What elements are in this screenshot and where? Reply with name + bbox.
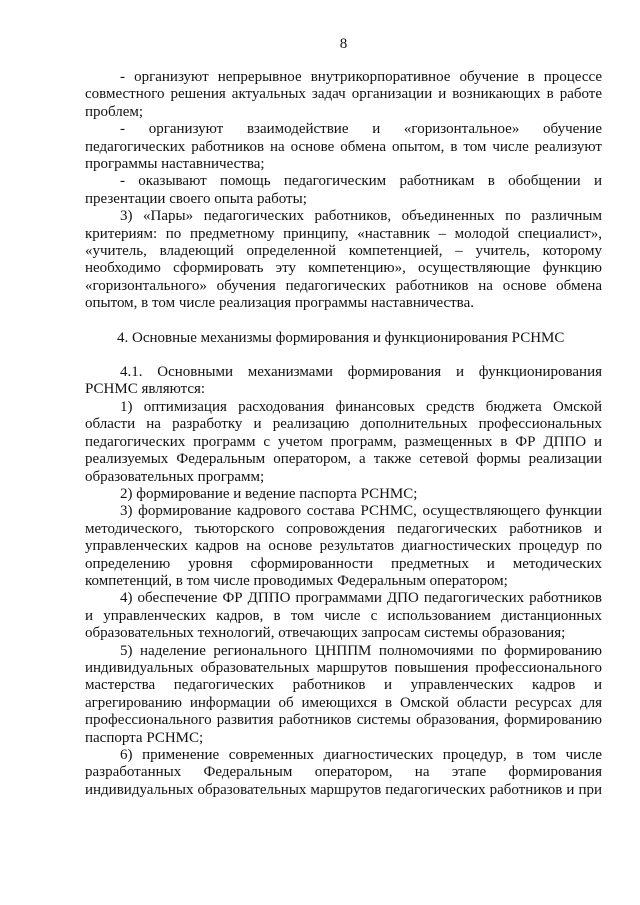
list-item-paragraph: 6) применение современных диагностических процедур, в том числе разработанных Федеральным оператором, на этапе формирования индивидуальных образовательных маршрутов педагогических работников и при <box>85 747 602 798</box>
bullet-paragraph: - организуют непрерывное внутрикорпоративное обучение в процессе совместного решения актуальных задач организации и возникающих в работе проблем; <box>85 69 602 120</box>
page-number: 8 <box>339 36 348 52</box>
list-item-paragraph: 2) формирование и ведение паспорта РСНМС; <box>120 485 418 502</box>
list-item-paragraph: 5) наделение регионального ЦНППМ полномочиями по формированию индивидуальных образовательных маршрутов повышения профессионального мастерства педагогических работников и управленческих кадров и агрегированию информации об имеющихся в Омской области ресурсах для профессионального развития работников системы образования, формированию паспорта РСНМС; <box>85 642 602 746</box>
document-body <box>85 69 602 799</box>
section-heading: 4. Основные механизмы формирования и функционирования РСНМС <box>117 330 565 347</box>
list-item-paragraph: 3) «Пары» педагогических работников, объединенных по различным критериям: по предметному принципу, «наставник – молодой специалист», «учитель, владеющий определенной компетенцией, – учитель, которому необходимо сформировать эту компетенцию», осуществляющие функцию «горизонтального» обучения педагогических работников на основе обмена опытом, в том числе реализация программы наставничества. <box>85 208 602 312</box>
bullet-paragraph: - организуют взаимодействие и «горизонтальное» обучение педагогических работников на основе обмена опытом, в том числе реализуют программы наставничества; <box>85 121 602 173</box>
bullet-paragraph: - оказывают помощь педагогическим работникам в обобщении и презентации своего опыта работы; <box>85 173 602 207</box>
list-item-paragraph: 4) обеспечение ФР ДППО программами ДПО педагогических работников и управленческих кадров, в том числе с использованием дистанционных образовательных технологий, отвечающих запросам системы образования; <box>85 590 602 642</box>
list-item-paragraph: 3) формирование кадрового состава РСНМС, осуществляющего функции методического, тьюторского сопровождения педагогических работников и управленческих кадров на основе результатов диагностических процедур по определению уровня сформированности предметных и методических компетенций, в том числе проводимых Федеральным оператором; <box>85 503 602 589</box>
section-intro-paragraph: 4.1. Основными механизмами формирования и функционирования РСНМС являются: <box>85 364 602 398</box>
list-item-paragraph: 1) оптимизация расходования финансовых средств бюджета Омской области на разработку и реализацию дополнительных профессиональных педагогических программ с учетом программ, размещенных в ФР ДППО и реализуемых Федеральным оператором, а также сетевой формы реализации образовательных программ; <box>85 398 602 485</box>
